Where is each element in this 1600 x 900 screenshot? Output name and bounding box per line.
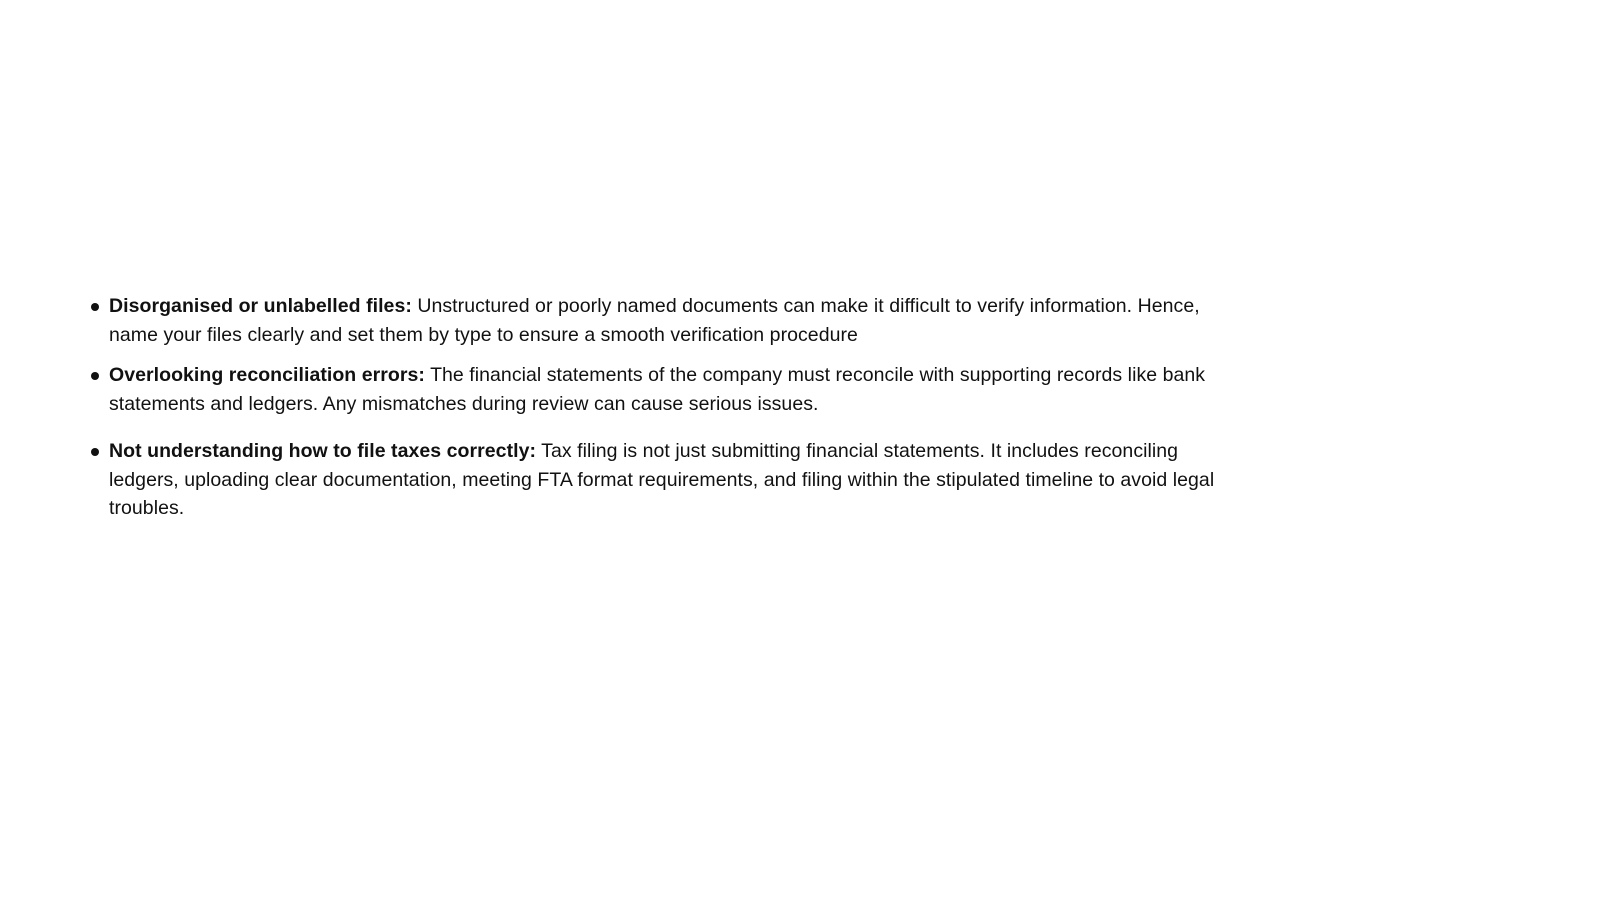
bullet-icon — [91, 303, 99, 311]
list-item — [88, 437, 1218, 523]
item-term: Disorganised or unlabelled files: — [109, 295, 412, 317]
item-text: The financial statements of the company must reconcile with supporting records like bank statements and ledgers. Any mismatches during review can cause serious issues. — [109, 364, 1206, 415]
bullet-icon — [91, 448, 99, 456]
list-item — [88, 292, 1218, 349]
bullet-list — [88, 292, 1218, 523]
content-area — [88, 292, 1218, 523]
item-text: Tax filing is not just submitting financial statements. It includes reconciling ledgers, uploading clear documentation, meeting FTA format requirements, and filing within the stipulated timeline to avoid legal troubles. — [109, 440, 1215, 519]
item-text: Unstructured or poorly named documents can make it difficult to verify information. Hence, name your files clearly and set them by type to ensure a smooth verification procedure — [109, 295, 1200, 346]
item-term: Not understanding how to file taxes correctly: — [109, 440, 537, 462]
item-term: Overlooking reconciliation errors: — [109, 364, 425, 386]
bullet-icon — [91, 372, 99, 380]
list-item — [88, 361, 1218, 418]
